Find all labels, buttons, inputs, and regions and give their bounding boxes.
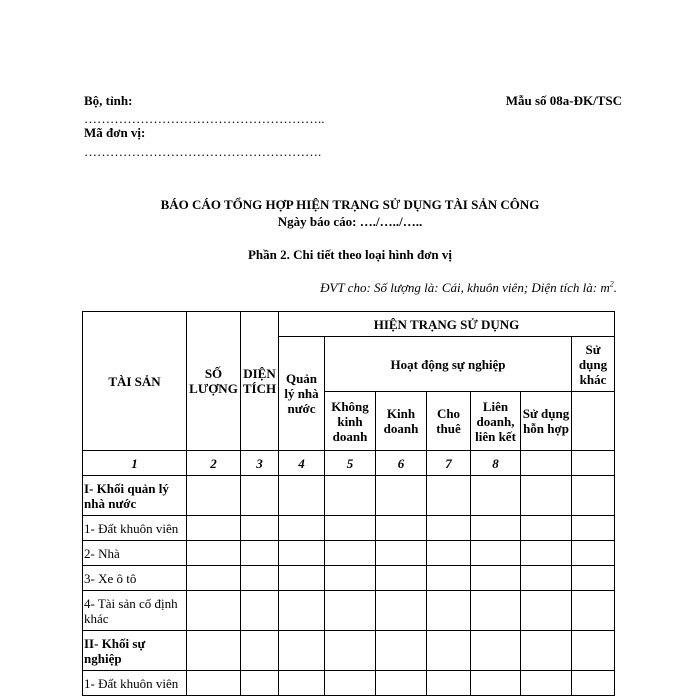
table-cell[interactable] xyxy=(241,541,279,566)
table-cell[interactable] xyxy=(241,591,279,631)
ministry-label: Bộ, tỉnh: xyxy=(84,93,133,108)
header-business: Kinh doanh xyxy=(376,392,427,451)
table-cell[interactable] xyxy=(325,476,376,516)
header-usage-status: HIỆN TRẠNG SỬ DỤNG xyxy=(279,312,615,337)
table-cell[interactable] xyxy=(471,671,521,696)
table-cell[interactable] xyxy=(187,566,241,591)
ministry-dots: ……………………………………………….. xyxy=(84,111,325,126)
table-cell[interactable] xyxy=(279,516,325,541)
header-area: DIỆN TÍCH xyxy=(241,312,279,451)
table-cell[interactable] xyxy=(241,566,279,591)
table-cell[interactable] xyxy=(521,541,572,566)
table-cell[interactable] xyxy=(471,516,521,541)
table-cell[interactable] xyxy=(427,591,471,631)
unit-note-end: . xyxy=(613,280,617,295)
table-cell[interactable] xyxy=(279,541,325,566)
table-cell[interactable] xyxy=(572,476,615,516)
table-row xyxy=(83,516,615,541)
header-rent: Cho thuê xyxy=(427,392,471,451)
table-cell[interactable] xyxy=(521,631,572,671)
table-cell[interactable] xyxy=(187,516,241,541)
table-cell[interactable] xyxy=(427,476,471,516)
row-label: 2- Nhà xyxy=(83,541,187,566)
table-cell[interactable] xyxy=(325,671,376,696)
table-cell[interactable] xyxy=(241,671,279,696)
row-label: 3- Xe ô tô xyxy=(83,566,187,591)
table-row xyxy=(83,541,615,566)
column-number: 7 xyxy=(427,451,471,476)
table-cell[interactable] xyxy=(376,671,427,696)
unit-note xyxy=(320,280,617,296)
table-cell[interactable] xyxy=(471,541,521,566)
table-cell[interactable] xyxy=(471,631,521,671)
row-label: 1- Đất khuôn viên xyxy=(83,671,187,696)
table-cell[interactable] xyxy=(325,516,376,541)
table-cell[interactable] xyxy=(187,541,241,566)
table-cell[interactable] xyxy=(471,476,521,516)
column-number: 3 xyxy=(241,451,279,476)
header-joint-venture: Liên doanh, liên kết xyxy=(471,392,521,451)
table-cell[interactable] xyxy=(241,516,279,541)
table-cell[interactable] xyxy=(521,516,572,541)
table-cell[interactable] xyxy=(187,631,241,671)
report-title: BÁO CÁO TỔNG HỢP HIỆN TRẠNG SỬ DỤNG TÀI SẢN CÔNG xyxy=(160,197,540,212)
table-row xyxy=(83,671,615,696)
table-cell[interactable] xyxy=(376,591,427,631)
table-cell[interactable] xyxy=(279,591,325,631)
table-cell[interactable] xyxy=(427,541,471,566)
table-cell[interactable] xyxy=(572,591,615,631)
table-cell[interactable] xyxy=(187,671,241,696)
column-number: 4 xyxy=(279,451,325,476)
status-table xyxy=(82,311,615,696)
table-cell[interactable] xyxy=(279,476,325,516)
table-cell[interactable] xyxy=(325,541,376,566)
table-cell[interactable] xyxy=(376,516,427,541)
header-non-business: Không kinh doanh xyxy=(325,392,376,451)
table-cell[interactable] xyxy=(279,631,325,671)
table-cell[interactable] xyxy=(325,631,376,671)
table-row xyxy=(83,476,615,516)
table-cell[interactable] xyxy=(521,671,572,696)
table-cell[interactable] xyxy=(521,591,572,631)
section-title: Phần 2. Chi tiết theo loại hình đơn vị xyxy=(247,247,453,262)
row-label: 4- Tài sản cố định khác xyxy=(83,591,187,631)
table-cell[interactable] xyxy=(325,566,376,591)
table-cell[interactable] xyxy=(427,631,471,671)
table-cell[interactable] xyxy=(427,516,471,541)
column-number: 1 xyxy=(83,451,187,476)
table-cell[interactable] xyxy=(187,591,241,631)
table-row xyxy=(83,631,615,671)
table-cell[interactable] xyxy=(572,631,615,671)
table-cell[interactable] xyxy=(376,541,427,566)
column-number: 5 xyxy=(325,451,376,476)
row-label: 1- Đất khuôn viên xyxy=(83,516,187,541)
table-cell[interactable] xyxy=(279,671,325,696)
table-cell[interactable] xyxy=(572,541,615,566)
unit-code-dots: ………………………………………………. xyxy=(84,144,322,159)
unit-note-text: ĐVT cho: Số lượng là: Cái, khuôn viên; Diện tích là: m xyxy=(320,280,610,295)
table-cell[interactable] xyxy=(471,591,521,631)
table-cell[interactable] xyxy=(521,566,572,591)
table-cell[interactable] xyxy=(241,476,279,516)
header-state-management: Quản lý nhà nước xyxy=(279,337,325,451)
table-row xyxy=(83,591,615,631)
table-cell[interactable] xyxy=(241,631,279,671)
row-label: I- Khối quản lý nhà nước xyxy=(83,476,187,516)
header-mixed-use: Sử dụng hỗn hợp xyxy=(521,392,572,451)
header-public-service: Hoạt động sự nghiệp xyxy=(325,337,572,392)
header-asset: TÀI SẢN xyxy=(83,312,187,451)
column-number: 6 xyxy=(376,451,427,476)
unit-code-label: Mã đơn vị: xyxy=(84,125,146,140)
table-cell[interactable] xyxy=(521,476,572,516)
column-number xyxy=(521,451,572,476)
table-cell[interactable] xyxy=(427,671,471,696)
table-cell[interactable] xyxy=(572,566,615,591)
table-cell[interactable] xyxy=(572,516,615,541)
report-date: Ngày báo cáo: …./…../….. xyxy=(277,214,423,229)
row-label: II- Khối sự nghiệp xyxy=(83,631,187,671)
table-cell[interactable] xyxy=(187,476,241,516)
column-number: 2 xyxy=(187,451,241,476)
form-code: Mẫu số 08a-ĐK/TSC xyxy=(505,93,622,108)
table-cell[interactable] xyxy=(325,591,376,631)
table-row xyxy=(83,566,615,591)
table-cell[interactable] xyxy=(471,566,521,591)
header-quantity: SỐ LƯỢNG xyxy=(187,312,241,451)
column-number-row xyxy=(83,451,615,476)
table-cell[interactable] xyxy=(376,476,427,516)
table-cell[interactable] xyxy=(279,566,325,591)
unit-note-sup: 2 xyxy=(609,279,614,289)
table-cell[interactable] xyxy=(376,566,427,591)
header-other-use-empty xyxy=(572,392,615,451)
column-number: 8 xyxy=(471,451,521,476)
column-number xyxy=(572,451,615,476)
header-other-use: Sử dụng khác xyxy=(572,337,615,392)
table-cell[interactable] xyxy=(427,566,471,591)
table-cell[interactable] xyxy=(572,671,615,696)
table-cell[interactable] xyxy=(376,631,427,671)
